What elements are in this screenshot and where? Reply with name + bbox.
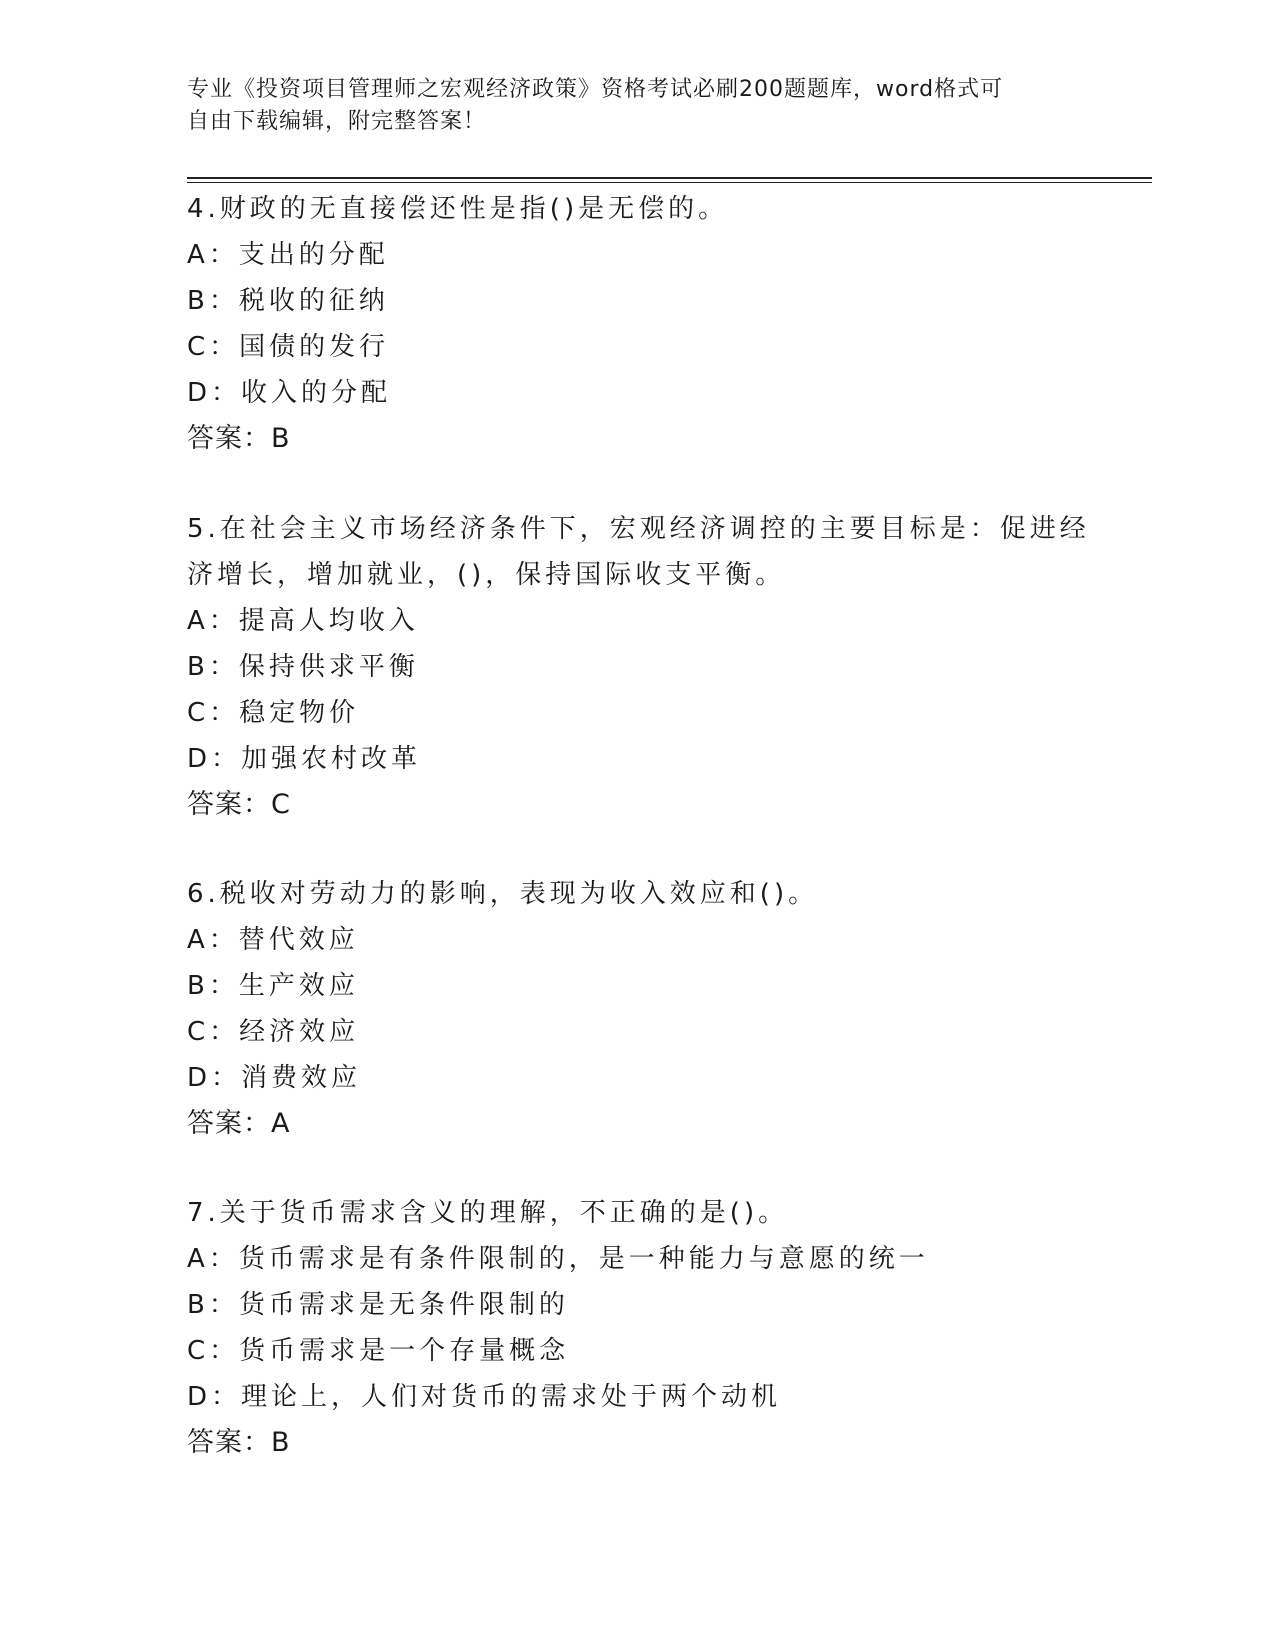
- answer-label: 答案：C: [187, 789, 291, 820]
- question-5: [187, 506, 1090, 828]
- option-c: C：稳定物价: [187, 698, 360, 728]
- option-d: D：收入的分配: [187, 378, 392, 408]
- option-b: B：保持供求平衡: [187, 652, 419, 682]
- option-d: D：消费效应: [187, 1063, 362, 1093]
- option-c: C：国债的发行: [187, 332, 390, 362]
- header-line-2: 自由下载编辑，附完整答案！: [187, 109, 487, 134]
- option-b: B：生产效应: [187, 971, 359, 1001]
- question-stem: 5.在社会主义市场经济条件下，宏观经济调控的主要目标是：促进经: [187, 514, 1090, 544]
- question-stem-continued: 济增长，增加就业，()，保持国际收支平衡。: [187, 560, 786, 590]
- header-divider-thick: [187, 177, 1152, 179]
- option-a: A：货币需求是有条件限制的，是一种能力与意愿的统一: [187, 1244, 929, 1274]
- header-line-1: 专业《投资项目管理师之宏观经济政策》资格考试必刷200题题库，word格式可: [187, 77, 1004, 102]
- question-stem: 6.税收对劳动力的影响，表现为收入效应和()。: [187, 879, 819, 909]
- option-d: D：理论上，人们对货币的需求处于两个动机: [187, 1382, 782, 1412]
- question-stem: 7.关于货币需求含义的理解，不正确的是()。: [187, 1198, 789, 1228]
- question-stem: 4.财政的无直接偿还性是指()是无偿的。: [187, 194, 729, 224]
- answer-label: 答案：B: [187, 423, 291, 454]
- option-d: D：加强农村改革: [187, 744, 422, 774]
- header-divider-thin: [187, 182, 1152, 183]
- option-a: A：替代效应: [187, 925, 359, 955]
- question-4: [187, 186, 1087, 462]
- answer-label: 答案：A: [187, 1108, 291, 1139]
- question-6: [187, 871, 1087, 1147]
- document-header: [187, 74, 1067, 138]
- option-a: A：支出的分配: [187, 240, 389, 270]
- question-7: [187, 1190, 1087, 1466]
- option-c: C：货币需求是一个存量概念: [187, 1336, 570, 1366]
- option-c: C：经济效应: [187, 1017, 360, 1047]
- option-b: B：货币需求是无条件限制的: [187, 1290, 569, 1320]
- option-a: A：提高人均收入: [187, 606, 419, 636]
- option-b: B：税收的征纳: [187, 286, 389, 316]
- answer-label: 答案：B: [187, 1427, 291, 1458]
